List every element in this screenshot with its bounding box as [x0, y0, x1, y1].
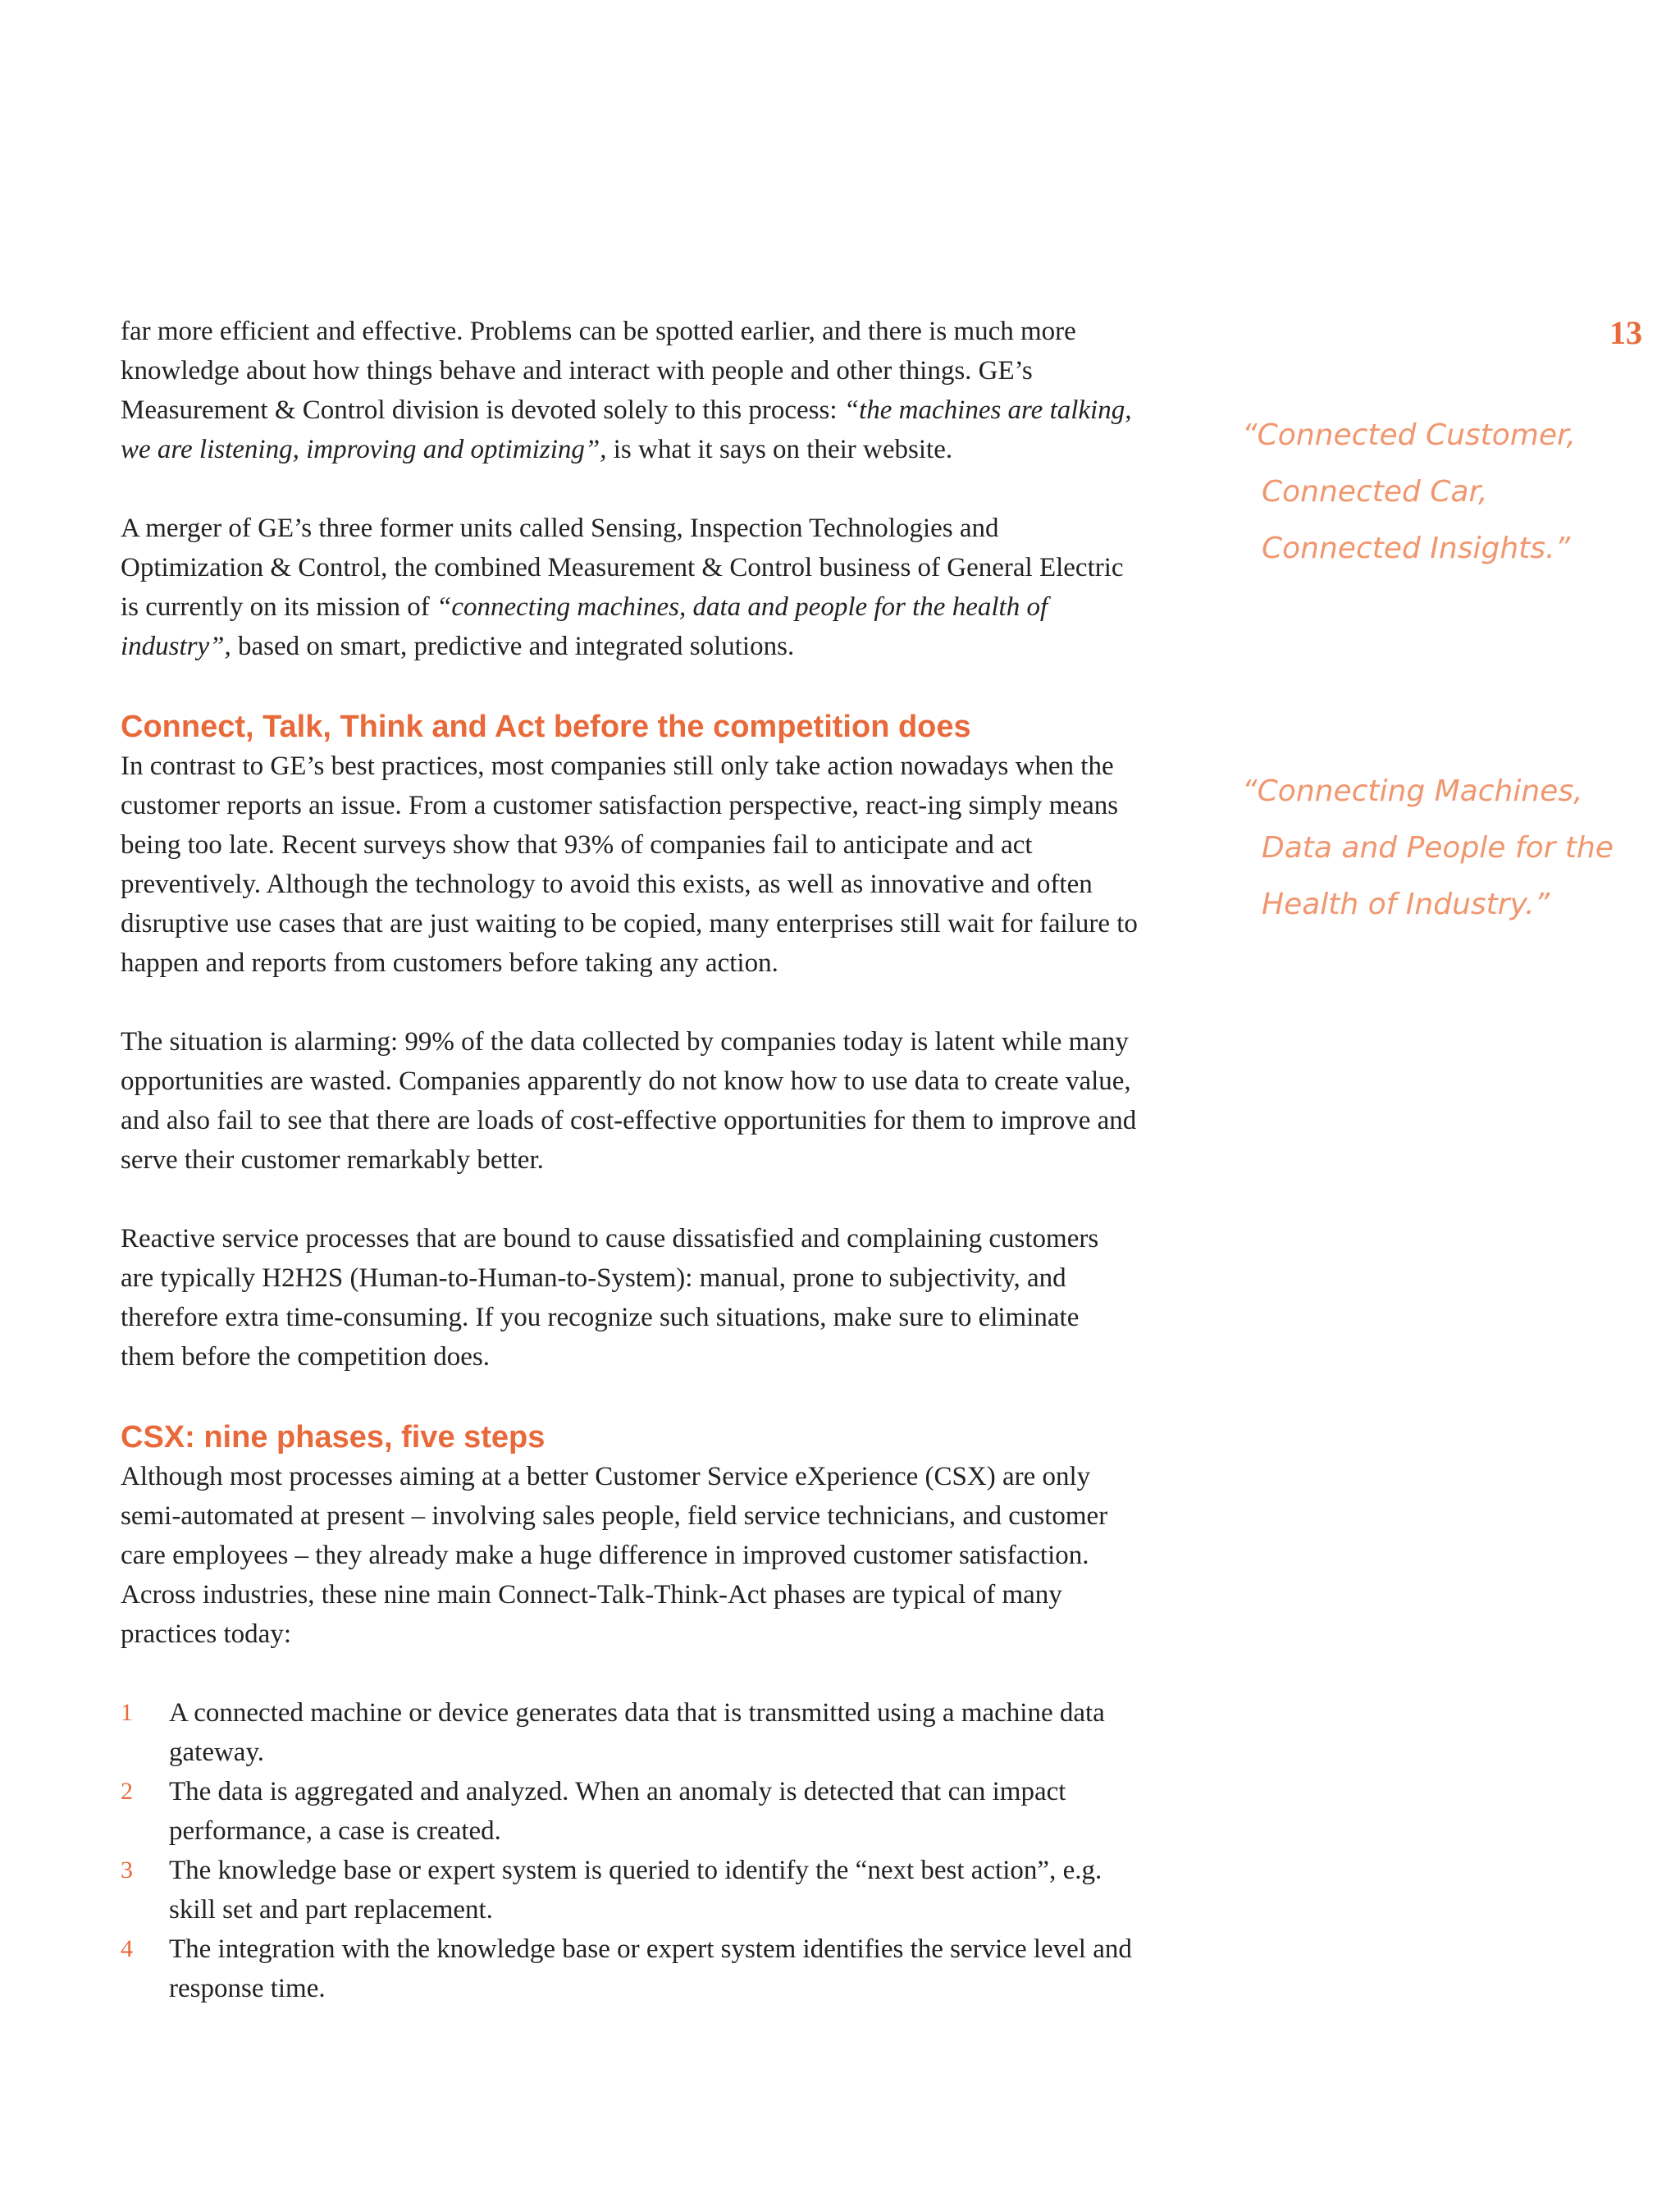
list-item-number: 4 [121, 1935, 133, 1962]
pullquote-connecting-machines [1242, 763, 1614, 933]
list-item-text: The knowledge base or expert system is queried to identify the “next best action”, e.g. skill set and part replacement. [169, 1856, 1102, 1925]
pullquote-connected [1242, 407, 1576, 577]
section1-paragraph-2: The situation is alarming: 99% of the data collected by companies today is latent while many opportunities are wasted. Companies apparently do not know how to use data to create value, and also fail to see that there are loads of cost-effective opportunities for them to improve and serve their customer remarkably better. [121, 1027, 1137, 1175]
intro-p2-text-a: A merger of GE’s three former units called Sensing, Inspection Technologies and Optimization & Control, the combined Measurement & Control business of General Electric is currently on its mission of [121, 514, 1124, 622]
main-column [121, 312, 1138, 2008]
list-item [121, 1693, 1138, 1772]
list-item-number: 2 [121, 1778, 133, 1805]
pullquote-line: Connected Insights.” [1262, 532, 1571, 565]
list-item [121, 1772, 1138, 1851]
section1-paragraph-3: Reactive service processes that are bound to cause dissatisfied and complaining customers are typically H2H2S (Human-to-Human-to-System): manual, prone to subjectivity, and therefore extra time-consuming. If you recognize such situations, make sure to eliminate them before the competition does. [121, 1224, 1099, 1372]
intro-p2-quote: “connecting machines, data and people for the health of industry”, [121, 592, 1048, 661]
phase-list [121, 1693, 1138, 2008]
list-item-number: 3 [121, 1856, 133, 1884]
intro-p1-quote: “the machines are talking, we are listening, improving and optimizing”, [121, 395, 1132, 464]
list-item-text: A connected machine or device generates data that is transmitted using a machine data gateway. [169, 1698, 1105, 1767]
intro-p2-text-b: based on smart, predictive and integrated solutions. [231, 632, 795, 661]
section-heading: CSX: nine phases, five steps [121, 1420, 546, 1454]
section2-paragraph-1: Although most processes aiming at a better Customer Service eXperience (CSX) are only semi-automated at present – involving sales people, field service technicians, and customer care employees – they already make a huge difference in improved customer satisfaction. Across industries, these nine main Connect-Talk-Think-Act phases are typical of many practices today: [121, 1462, 1108, 1649]
pullquote-line: “Connecting Machines, [1242, 774, 1583, 808]
pullquote-line: Health of Industry.” [1262, 888, 1550, 921]
section-csx-phases [121, 1416, 1138, 1654]
list-item-text: The integration with the knowledge base or expert system identifies the service level and response time. [169, 1934, 1132, 2003]
intro-paragraph-1 [121, 312, 1138, 469]
page-number: 13 [1609, 314, 1642, 351]
intro-p1-text-b: is what it says on their website. [606, 435, 953, 464]
intro-p1-text-a: far more efficient and effective. Problems can be spotted earlier, and there is much more knowledge about how things behave and interact with people and other things. GE’s Measurement & Control division is devoted solely to this process: [121, 317, 1076, 425]
section-connect-talk-think-act [121, 706, 1138, 983]
list-item-text: The data is aggregated and analyzed. When an anomaly is detected that can impact performance, a case is created. [169, 1777, 1066, 1846]
intro-paragraph-2 [121, 509, 1138, 666]
section-heading: Connect, Talk, Think and Act before the competition does [121, 710, 971, 744]
list-item [121, 1851, 1138, 1929]
pullquote-line: “Connected Customer, [1242, 418, 1576, 452]
list-item-number: 1 [121, 1699, 133, 1726]
list-item [121, 1929, 1138, 2008]
section1-paragraph-1: In contrast to GE’s best practices, most companies still only take action nowadays when the customer reports an issue. From a customer satisfaction perspective, react-ing simply means being too late. Recent surveys show that 93% of companies fail to anticipate and act preventively. Although the technology to avoid this exists, as well as innovative and often disruptive use cases that are just waiting to be copied, many enterprises still wait for failure to happen and reports from customers before taking any action. [121, 751, 1138, 978]
pullquote-line: Data and People for the [1262, 831, 1614, 865]
pullquote-line: Connected Car, [1262, 475, 1488, 509]
